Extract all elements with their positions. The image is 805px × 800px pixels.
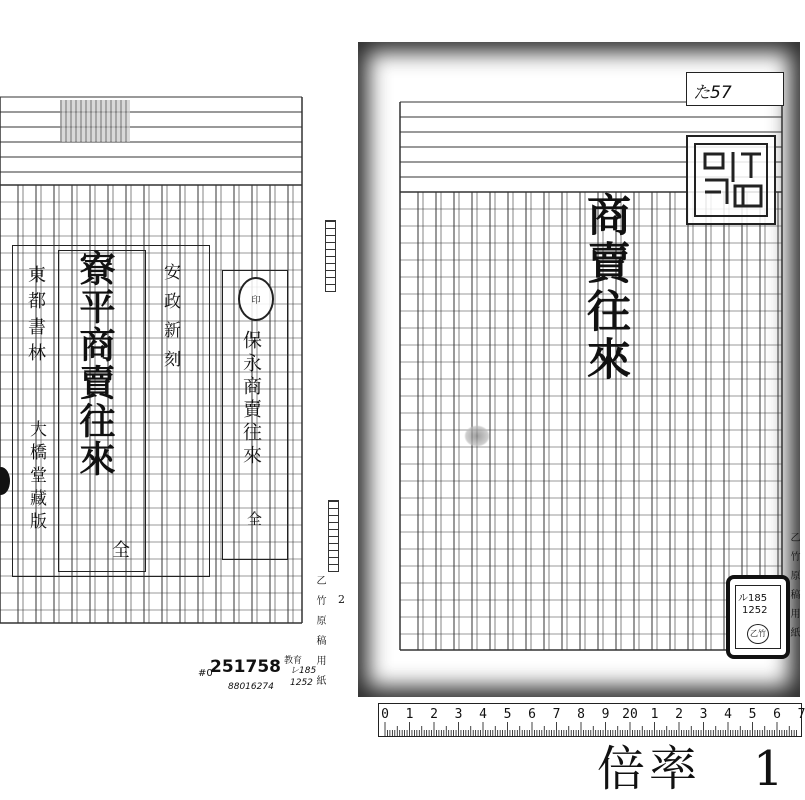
right-title: 商賣往來: [579, 192, 630, 384]
slip-title: 保永商賣往來: [240, 330, 262, 468]
shelf-head: 教育: [284, 656, 303, 666]
registration-mark: [325, 220, 336, 292]
page-number: 2: [338, 593, 345, 606]
ruler-number: 8: [577, 707, 585, 722]
right-page: [358, 42, 800, 697]
ruler-number: 5: [748, 707, 757, 722]
call-number: た57: [693, 83, 732, 103]
ruler-number: 3: [454, 707, 463, 722]
publication-date: 安政新刻: [160, 263, 180, 379]
margin-label: 乙竹原稿用紙: [314, 575, 325, 695]
ruler-number: 0: [381, 707, 389, 722]
publisher-name: 大橋堂藏版: [26, 420, 46, 535]
ruler-number: 1: [650, 707, 659, 722]
ruler-number: 9: [601, 707, 610, 722]
ruler-number: 2: [430, 707, 438, 722]
catalog-number: 251758: [210, 657, 281, 677]
catalog-subnumber: 88016274: [228, 682, 274, 692]
ruler-number: 6: [773, 707, 781, 722]
ruler-number: 7: [797, 707, 805, 722]
cover-volume: 全: [109, 540, 130, 558]
seal-script-icon: [691, 140, 771, 220]
ruler-number: 4: [479, 707, 487, 722]
slip-seal: 印: [238, 277, 274, 321]
slip-volume: 全: [245, 511, 263, 526]
shelf-mark: レ185 1252: [290, 666, 317, 688]
ruler-number: 2: [675, 707, 683, 722]
right-margin-label: 乙竹原稿用紙: [788, 532, 799, 646]
ruler-number: 6: [528, 707, 536, 722]
call-number-label: [686, 72, 784, 106]
publisher-city: 東都書林: [25, 265, 46, 369]
shelf-seal-line1: ル185: [738, 593, 768, 604]
catalog-prefix: #0: [198, 668, 213, 679]
registration-mark: [328, 500, 339, 572]
top-stamp: [60, 100, 130, 142]
shelf-seal: [726, 575, 790, 659]
ruler-number: 5: [503, 707, 512, 722]
collector-seal: [686, 135, 776, 225]
magnification-label: 倍率 1: [597, 741, 788, 797]
cover-title: 寮平商賣往來: [74, 250, 116, 478]
ruler-number: 4: [724, 707, 732, 722]
smudge: [464, 425, 490, 447]
ruler-number: 7: [552, 707, 561, 722]
ruler-number: 1: [405, 707, 414, 722]
ruler-number: 3: [699, 707, 708, 722]
shelf-seal-line2: 1252: [742, 605, 768, 616]
ruler-number: 20: [622, 707, 638, 722]
shelf-seal-mark: 乙竹: [747, 624, 769, 644]
left-page: [0, 45, 362, 697]
